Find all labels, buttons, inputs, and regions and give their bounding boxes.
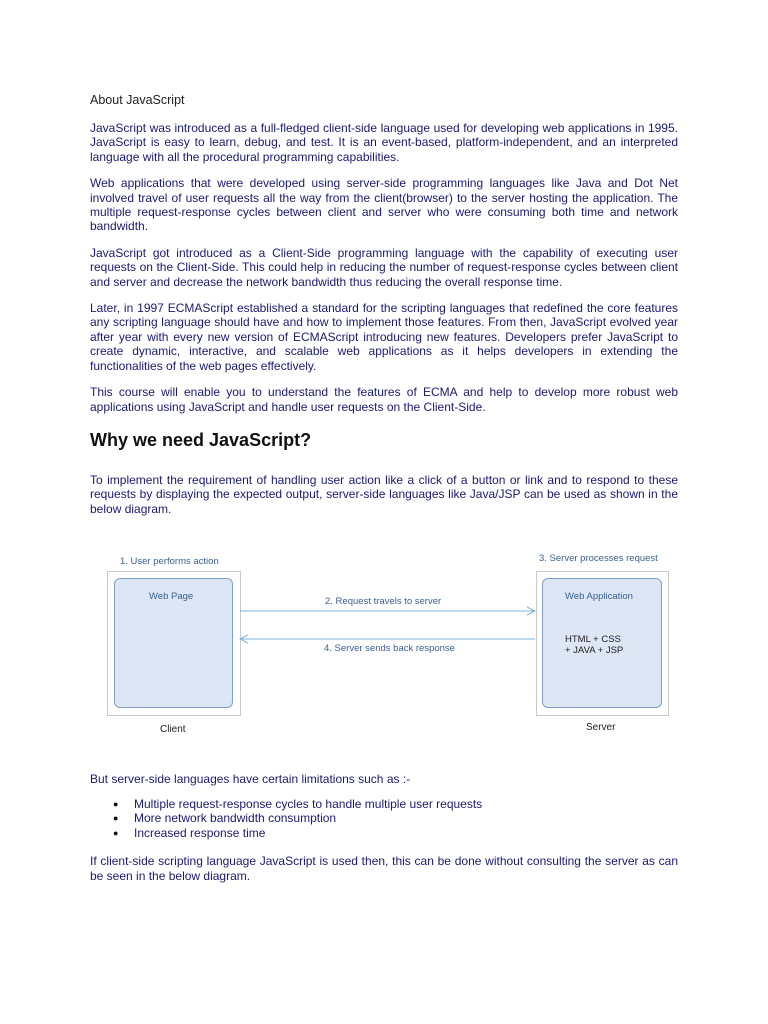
web-page-title: Web Page — [149, 591, 194, 603]
why-heading: Why we need JavaScript? — [90, 429, 312, 450]
limitations-intro: But server-side languages have certain limitations such as :- — [90, 772, 411, 787]
about-heading: About JavaScript — [90, 93, 185, 107]
paragraph: Later, in 1997 ECMAScript established a standard for the scripting languages that redefined the core features any scripting language should have and how to implement those features. From then, JavaScript evolved year after year with every new version of ECMAScript introducing new features. Developers prefer JavaScript to create dynamic, interactive, and scalable web applications as it helps developers in extending the functionalities of the web pages effectively. — [90, 301, 678, 373]
closing-paragraph: If client-side scripting language JavaScript is used then, this can be done without consulting the server as can be seen in the below diagram. — [90, 854, 678, 883]
step2-label: 2. Request travels to server — [325, 596, 442, 608]
list-item: ● Multiple request-response cycles to handle multiple user requests — [134, 797, 678, 812]
client-caption: Client — [160, 724, 186, 736]
server-code-line2: + JAVA + JSP — [565, 645, 624, 657]
limitations-list — [90, 797, 678, 841]
document-page — [90, 93, 678, 895]
server-code-line1: HTML + CSS — [565, 634, 621, 646]
server-caption: Server — [586, 722, 616, 734]
response-arrow — [240, 635, 535, 643]
web-application-title: Web Application — [565, 591, 633, 603]
list-item: ● More network bandwidth consumption — [134, 811, 678, 826]
why-paragraph: To implement the requirement of handling user action like a click of a button or link and to respond to these requests by displaying the expected output, server-side languages like Java/JSP can be used as shown in the below diagram. — [90, 472, 678, 516]
paragraph: This course will enable you to understand the features of ECMA and help to develop more robust web applications using JavaScript and handle user requests on the Client-Side. — [90, 385, 678, 414]
step1-label: 1. User performs action — [120, 556, 219, 568]
paragraph: Web applications that were developed using server-side programming languages like Java and Dot Net involved travel of user requests all the way from the client(browser) to the server hosting the application. The multiple request-response cycles between client and server who were consuming both time and network bandwidth. — [90, 176, 678, 234]
paragraph: JavaScript got introduced as a Client-Side programming language with the capability of executing user requests on the Client-Side. This could help in reducing the number of request-response cycles between client and server and decrease the network bandwidth thus reducing the overall response time. — [90, 245, 678, 289]
list-item: ● Increased response time — [134, 826, 678, 841]
step3-label: 3. Server processes request — [539, 553, 658, 565]
step4-label: 4. Server sends back response — [324, 643, 455, 655]
client-server-diagram — [90, 546, 678, 754]
request-arrow — [240, 607, 535, 615]
paragraph: JavaScript was introduced as a full-fledged client-side language used for developing web applications in 1995. JavaScript is easy to learn, debug, and test. It is an event-based, platform-independent, and an interpreted language with all the procedural programming capabilities. — [90, 121, 678, 164]
